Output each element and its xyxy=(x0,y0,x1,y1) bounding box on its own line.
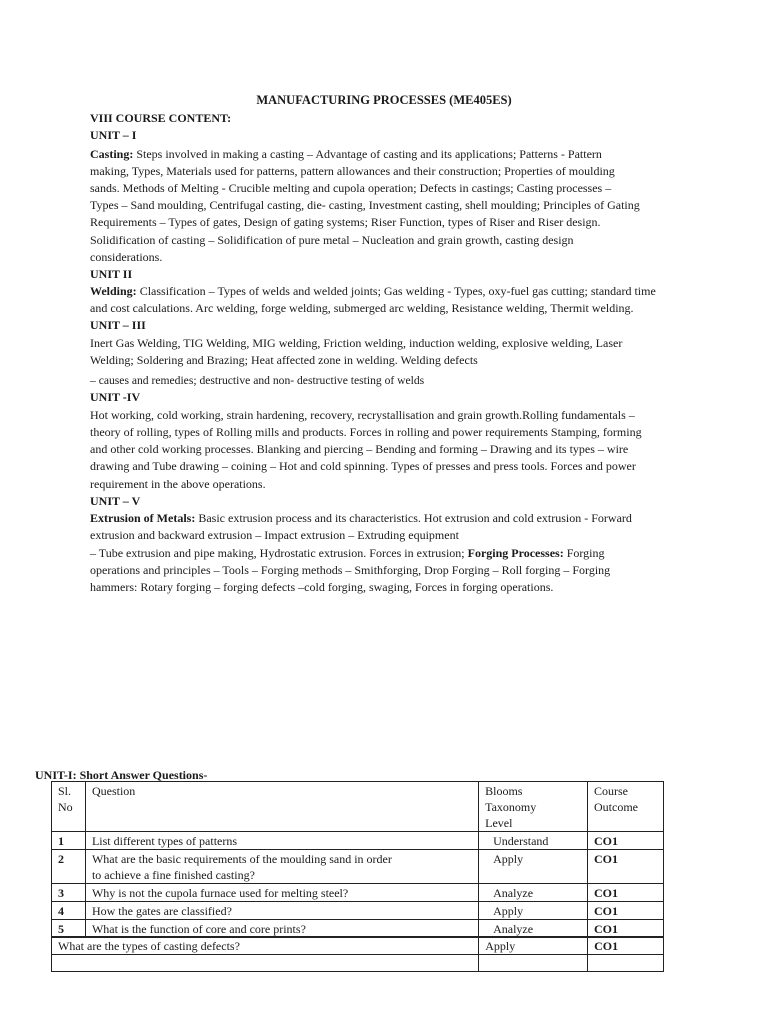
unit-1-line-1-text: Steps involved in making a casting – Advantage of casting and its applications; Patterns - Pattern xyxy=(133,147,602,161)
row-question: How the gates are classified? xyxy=(85,902,478,920)
forging-processes-lead: Forging Processes: xyxy=(467,546,564,560)
unit-1-line-6: Solidification of casting – Solidification of pure metal – Nucleation and grain growth, casting design xyxy=(90,233,574,247)
row-blooms-level: Apply xyxy=(479,902,588,920)
unit-5-line-1 xyxy=(90,510,632,527)
table-row xyxy=(52,902,664,920)
unit-2-line-1-text: Classification – Types of welds and welded joints; Gas welding - Types, oxy-fuel gas cutting; standard time xyxy=(136,284,656,298)
unit-4-line-5: requirement in the above operations. xyxy=(90,477,266,491)
header-taxonomy-line: Taxonomy xyxy=(485,800,537,814)
header-question: Question xyxy=(85,782,478,832)
row-number: 2 xyxy=(52,850,86,884)
unit-3-line-1: Inert Gas Welding, TIG Welding, MIG welding, Friction welding, induction welding, explosive welding, Laser xyxy=(90,336,623,350)
header-sl-line: Sl. xyxy=(58,784,72,798)
header-no-line: No xyxy=(58,800,73,814)
unit-5-line-5: hammers: Rotary forging – forging defects –cold forging, swaging, Forces in forging operations. xyxy=(90,580,554,594)
row-question: What is the function of core and core prints? xyxy=(85,920,478,938)
row-blooms-level: Analyze xyxy=(479,920,588,938)
unit-2-heading: UNIT II xyxy=(90,267,133,281)
row-number: 4 xyxy=(52,902,86,920)
unit-5-line-2: extrusion and backward extrusion – Impact extrusion – Extruding equipment xyxy=(90,528,459,542)
table-row xyxy=(52,832,664,850)
unit-3-heading: UNIT – III xyxy=(90,318,146,332)
row-question-line: What are the basic requirements of the moulding sand in order xyxy=(91,852,392,866)
header-sl-no xyxy=(52,782,86,832)
unit-5-line-3-text: – Tube extrusion and pipe making, Hydrostatic extrusion. Forces in extrusion; xyxy=(90,546,468,560)
row-question xyxy=(85,850,478,884)
row-number: 1 xyxy=(52,832,86,850)
row-blooms-level: Analyze xyxy=(479,884,588,902)
table-row-empty xyxy=(52,955,664,972)
short-questions-heading: UNIT-I: Short Answer Questions- xyxy=(35,768,208,782)
table-row xyxy=(52,884,664,902)
row-number: 3 xyxy=(52,884,86,902)
empty-cell xyxy=(479,955,588,972)
extra-row-course-outcome: CO1 xyxy=(588,937,664,955)
row-course-outcome: CO1 xyxy=(588,850,664,884)
row-course-outcome: CO1 xyxy=(588,884,664,902)
unit-1-line-5: Requirements – Types of gates, Design of gating systems; Riser Function, types of Riser and Riser design. xyxy=(90,215,601,229)
header-blooms-level xyxy=(479,782,588,832)
header-course-line: Course xyxy=(594,784,629,798)
row-question: Why is not the cupola furnace used for melting steel? xyxy=(85,884,478,902)
short-questions-table xyxy=(51,781,664,938)
unit-1-line-2: making, Types, Materials used for patterns, pattern allowances and their construction; Properties of moulding xyxy=(90,164,615,178)
row-course-outcome: CO1 xyxy=(588,832,664,850)
header-blooms-line: Blooms xyxy=(485,784,523,798)
unit-4-line-2: theory of rolling, types of Rolling mills and products. Forces in rolling and power requirements Stamping, forming xyxy=(90,425,642,439)
empty-cell xyxy=(588,955,664,972)
extra-row-question: What are the types of casting defects? xyxy=(52,937,479,955)
table-header-row xyxy=(52,782,664,832)
row-number: 5 xyxy=(52,920,86,938)
unit-1-line-1 xyxy=(90,146,602,163)
unit-4-line-4: drawing and Tube drawing – coining – Hot and cold spinning. Types of presses and press tools. Forces and power xyxy=(90,459,636,473)
unit-3-line-2: Welding; Soldering and Brazing; Heat affected zone in welding. Welding defects xyxy=(90,353,478,367)
unit-5-line-3-tail: Forging xyxy=(563,546,605,560)
unit-5-lead: Extrusion of Metals: xyxy=(90,511,196,525)
table-row xyxy=(52,850,664,884)
document-title: MANUFACTURING PROCESSES (ME405ES) xyxy=(256,93,512,107)
header-outcome-line: Outcome xyxy=(594,800,639,814)
extra-question-table xyxy=(51,936,664,972)
header-course-outcome xyxy=(588,782,664,832)
header-level-line: Level xyxy=(485,816,513,830)
table-row xyxy=(52,937,664,955)
extra-row-blooms-level: Apply xyxy=(479,937,588,955)
row-blooms-level: Understand xyxy=(479,832,588,850)
course-content-heading: VIII COURSE CONTENT: xyxy=(90,111,232,125)
unit-2-line-1 xyxy=(90,283,656,300)
unit-1-line-7: considerations. xyxy=(90,250,163,264)
unit-5-line-3 xyxy=(90,545,605,562)
unit-1-heading: UNIT – I xyxy=(90,128,137,142)
unit-5-line-4: operations and principles – Tools – Forging methods – Smithforging, Drop Forging – Roll forging – Forging xyxy=(90,563,611,577)
unit-2-lead: Welding: xyxy=(90,284,137,298)
table-row xyxy=(52,920,664,938)
unit-4-line-1: Hot working, cold working, strain hardening, recovery, recrystallisation and grain growth.Rolling fundamentals – xyxy=(90,408,635,422)
unit-1-line-4: Types – Sand moulding, Centrifugal casting, die- casting, Investment casting, shell moulding; Principles of Gating xyxy=(90,198,640,212)
unit-3-line-3: – causes and remedies; destructive and non- destructive testing of welds xyxy=(90,374,425,387)
unit-2-line-2: and cost calculations. Arc welding, forge welding, submerged arc welding, Resistance welding, Thermit welding. xyxy=(90,301,634,315)
unit-1-line-3: sands. Methods of Melting - Crucible melting and cupola operation; Defects in castings; Casting processes – xyxy=(90,181,612,195)
row-question: List different types of patterns xyxy=(85,832,478,850)
unit-5-line-1-text: Basic extrusion process and its characteristics. Hot extrusion and cold extrusion - Forward xyxy=(195,511,632,525)
row-course-outcome: CO1 xyxy=(588,902,664,920)
unit-5-heading: UNIT – V xyxy=(90,494,141,508)
unit-4-heading: UNIT -IV xyxy=(90,390,141,404)
row-question-line: to achieve a fine finished casting? xyxy=(91,868,255,882)
row-course-outcome: CO1 xyxy=(588,920,664,938)
empty-cell xyxy=(52,955,479,972)
row-blooms-level: Apply xyxy=(479,850,588,884)
unit-1-lead: Casting: xyxy=(90,147,134,161)
unit-4-line-3: and other cold working processes. Blanking and piercing – Bending and forming – Drawing and its types – wire xyxy=(90,442,629,456)
